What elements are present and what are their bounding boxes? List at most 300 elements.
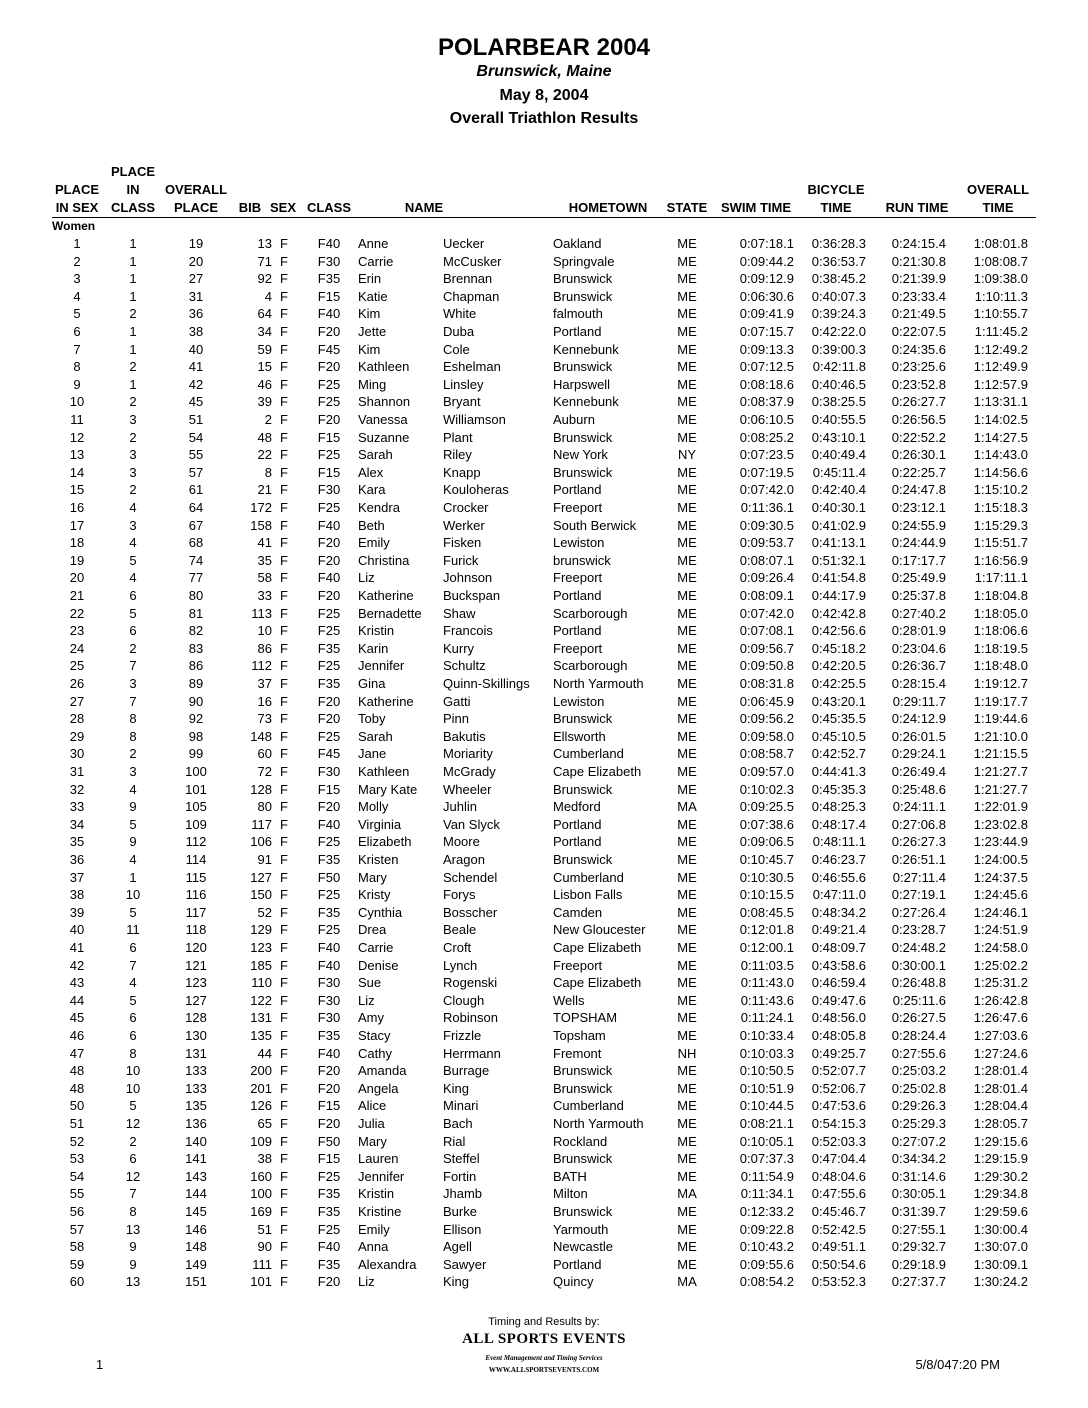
cell-overall-place: 127 bbox=[185, 992, 207, 1008]
header-place-in-sex-2: IN SEX bbox=[55, 200, 99, 215]
cell-place-in-class: 1 bbox=[129, 376, 137, 392]
cell-bib: 34 bbox=[257, 324, 272, 339]
cell-swim-time: 0:09:58.0 bbox=[739, 728, 794, 744]
cell-sex: F bbox=[280, 1133, 288, 1149]
cell-last-name: Fortin bbox=[443, 1168, 477, 1184]
cell-swim-time: 0:08:09.1 bbox=[739, 588, 794, 603]
cell-swim-time: 0:08:45.5 bbox=[739, 904, 794, 920]
cell-bib: 86 bbox=[257, 640, 272, 656]
cell-place-in-class: 2 bbox=[129, 482, 137, 498]
cell-last-name: Gatti bbox=[443, 693, 471, 709]
cell-last-name: Schendel bbox=[443, 869, 498, 885]
cell-state: ME bbox=[677, 429, 697, 445]
cell-state: ME bbox=[677, 975, 697, 991]
table-row bbox=[0, 886, 1088, 904]
header-swim-time: SWIM TIME bbox=[720, 200, 792, 215]
cell-swim-time: 0:09:55.6 bbox=[739, 1256, 794, 1272]
cell-class: F45 bbox=[317, 341, 341, 357]
cell-overall-time: 1:14:43.0 bbox=[973, 447, 1028, 463]
cell-overall-place: 81 bbox=[188, 605, 204, 621]
cell-first-name: Sarah bbox=[358, 728, 393, 744]
cell-last-name: Chapman bbox=[443, 288, 500, 304]
cell-bib: 160 bbox=[250, 1168, 272, 1184]
cell-place-in-class: 2 bbox=[129, 1133, 137, 1149]
cell-overall-place: 101 bbox=[185, 781, 207, 797]
cell-bicycle-time: 0:41:54.8 bbox=[811, 570, 866, 586]
cell-swim-time: 0:08:37.9 bbox=[739, 394, 794, 410]
cell-overall-time: 1:29:15.6 bbox=[973, 1133, 1028, 1149]
cell-bib: 135 bbox=[250, 1028, 272, 1043]
cell-run-time: 0:26:27.3 bbox=[891, 834, 946, 850]
cell-overall-time: 1:17:11.1 bbox=[974, 570, 1028, 586]
cell-sex: F bbox=[280, 816, 288, 832]
cell-run-time: 0:25:37.8 bbox=[891, 588, 946, 603]
cell-state: ME bbox=[677, 904, 697, 920]
cell-overall-time: 1:13:31.1 bbox=[973, 394, 1028, 410]
cell-place-in-sex: 53 bbox=[69, 1151, 85, 1167]
cell-bib: 113 bbox=[251, 605, 272, 621]
cell-place-in-class: 1 bbox=[129, 341, 137, 357]
cell-bib: 110 bbox=[251, 975, 272, 991]
cell-place-in-class: 1 bbox=[129, 271, 137, 287]
cell-hometown: Freeport bbox=[553, 957, 603, 973]
cell-bicycle-time: 0:48:25.3 bbox=[811, 799, 866, 815]
cell-sex: F bbox=[280, 1063, 288, 1079]
cell-overall-time: 1:21:15.5 bbox=[973, 746, 1028, 762]
cell-overall-place: 89 bbox=[188, 676, 204, 691]
cell-swim-time: 0:11:24.1 bbox=[740, 1010, 794, 1026]
cell-class: F15 bbox=[317, 288, 341, 304]
cell-last-name: Clough bbox=[443, 992, 485, 1008]
cell-overall-time: 1:26:42.8 bbox=[973, 992, 1028, 1008]
cell-bib: 48 bbox=[257, 429, 272, 445]
cell-state: ME bbox=[677, 1028, 697, 1043]
table-row bbox=[0, 569, 1088, 587]
cell-bib: 201 bbox=[250, 1080, 272, 1096]
cell-last-name: Brennan bbox=[443, 271, 493, 287]
cell-hometown: Brunswick bbox=[553, 288, 613, 304]
table-row bbox=[0, 1115, 1088, 1133]
cell-first-name: Kristin bbox=[358, 623, 395, 639]
cell-first-name: Bernadette bbox=[358, 605, 422, 621]
cell-sex: F bbox=[280, 658, 288, 674]
cell-bib: 90 bbox=[257, 1239, 272, 1255]
cell-bib: 127 bbox=[250, 869, 272, 885]
cell-overall-time: 1:24:00.5 bbox=[973, 852, 1028, 867]
cell-run-time: 0:26:30.1 bbox=[891, 447, 946, 463]
cell-bib: 111 bbox=[252, 1256, 272, 1272]
cell-run-time: 0:26:48.8 bbox=[891, 975, 946, 991]
cell-bicycle-time: 0:46:59.4 bbox=[811, 975, 866, 991]
company-website: WWW.ALLSPORTSEVENTS.COM bbox=[488, 1366, 600, 1374]
cell-place-in-sex: 31 bbox=[69, 764, 85, 779]
cell-overall-place: 121 bbox=[185, 957, 207, 973]
cell-overall-place: 82 bbox=[188, 623, 204, 639]
cell-state: MA bbox=[677, 1274, 697, 1290]
cell-place-in-sex: 42 bbox=[69, 957, 85, 973]
cell-class: F40 bbox=[317, 957, 341, 973]
cell-state: MA bbox=[677, 799, 697, 815]
table-row bbox=[0, 675, 1088, 693]
cell-class: F35 bbox=[317, 852, 341, 867]
cell-place-in-class: 12 bbox=[125, 1168, 141, 1184]
cell-place-in-sex: 27 bbox=[69, 693, 85, 709]
cell-sex: F bbox=[280, 940, 288, 955]
section-label: Women bbox=[52, 219, 96, 233]
cell-place-in-sex: 18 bbox=[69, 535, 85, 551]
cell-bicycle-time: 0:53:52.3 bbox=[811, 1274, 866, 1290]
cell-overall-place: 54 bbox=[188, 429, 204, 445]
cell-hometown: Brunswick bbox=[553, 781, 613, 797]
cell-overall-place: 133 bbox=[185, 1063, 207, 1079]
cell-place-in-class: 13 bbox=[125, 1274, 141, 1290]
cell-run-time: 0:28:01.9 bbox=[891, 623, 946, 639]
cell-bib: 10 bbox=[257, 623, 272, 639]
table-row bbox=[0, 481, 1088, 499]
table-row bbox=[0, 552, 1088, 570]
cell-swim-time: 0:07:23.5 bbox=[739, 447, 794, 463]
cell-overall-place: 92 bbox=[188, 711, 204, 727]
cell-overall-place: 64 bbox=[188, 500, 204, 515]
cell-bib: 39 bbox=[257, 394, 272, 410]
cell-class: F20 bbox=[317, 1063, 341, 1079]
cell-first-name: Mary Kate bbox=[358, 781, 418, 797]
cell-first-name: Anne bbox=[358, 236, 389, 251]
cell-place-in-class: 3 bbox=[129, 676, 137, 691]
cell-hometown: Portland bbox=[553, 588, 602, 603]
cell-class: F35 bbox=[317, 1028, 341, 1043]
cell-run-time: 0:23:33.4 bbox=[891, 288, 946, 304]
cell-hometown: Brunswick bbox=[553, 852, 613, 867]
table-row bbox=[0, 499, 1088, 517]
cell-bib: 112 bbox=[251, 658, 272, 674]
cell-last-name: Riley bbox=[443, 447, 472, 463]
cell-place-in-sex: 52 bbox=[69, 1133, 85, 1149]
cell-class: F50 bbox=[317, 869, 341, 885]
cell-hometown: Camden bbox=[553, 904, 603, 920]
cell-sex: F bbox=[280, 482, 288, 498]
cell-sex: F bbox=[280, 341, 288, 357]
cell-overall-time: 1:21:10.0 bbox=[973, 728, 1028, 744]
cell-overall-place: 80 bbox=[188, 588, 204, 603]
cell-swim-time: 0:07:08.1 bbox=[739, 623, 794, 639]
cell-place-in-sex: 5 bbox=[73, 306, 81, 322]
cell-place-in-class: 7 bbox=[129, 693, 137, 709]
cell-place-in-class: 8 bbox=[129, 1204, 137, 1219]
cell-bicycle-time: 0:47:53.6 bbox=[811, 1098, 866, 1114]
cell-place-in-sex: 6 bbox=[73, 324, 81, 339]
cell-first-name: Mary bbox=[358, 1133, 387, 1149]
cell-bicycle-time: 0:45:35.5 bbox=[811, 711, 866, 727]
cell-bicycle-time: 0:45:35.3 bbox=[811, 781, 866, 797]
cell-place-in-class: 4 bbox=[129, 975, 137, 991]
cell-place-in-sex: 16 bbox=[69, 500, 85, 515]
table-row bbox=[0, 323, 1088, 341]
table-row bbox=[0, 429, 1088, 447]
cell-run-time: 0:34:34.2 bbox=[891, 1151, 946, 1167]
cell-run-time: 0:23:25.6 bbox=[891, 359, 946, 375]
cell-place-in-sex: 30 bbox=[69, 746, 85, 762]
cell-place-in-sex: 8 bbox=[73, 359, 81, 375]
cell-sex: F bbox=[280, 605, 288, 621]
cell-run-time: 0:23:52.8 bbox=[891, 376, 946, 392]
cell-place-in-class: 6 bbox=[129, 623, 137, 639]
table-row bbox=[0, 341, 1088, 359]
cell-place-in-class: 2 bbox=[129, 429, 137, 445]
cell-first-name: Stacy bbox=[358, 1028, 391, 1043]
cell-swim-time: 0:10:15.5 bbox=[739, 887, 794, 903]
cell-hometown: Portland bbox=[553, 816, 602, 832]
cell-overall-place: 98 bbox=[188, 728, 204, 744]
cell-run-time: 0:26:49.4 bbox=[891, 764, 946, 779]
cell-state: ME bbox=[677, 676, 697, 691]
cell-swim-time: 0:09:44.2 bbox=[739, 253, 794, 269]
cell-first-name: Sarah bbox=[358, 447, 393, 463]
header-sex: SEX bbox=[269, 200, 296, 215]
header-class: CLASS bbox=[306, 200, 352, 215]
cell-state: ME bbox=[677, 517, 697, 533]
cell-bib: 185 bbox=[250, 957, 272, 973]
cell-last-name: Minari bbox=[443, 1098, 479, 1114]
cell-class: F40 bbox=[317, 570, 341, 586]
cell-sex: F bbox=[280, 359, 288, 375]
cell-overall-place: 83 bbox=[188, 640, 204, 656]
cell-hometown: Brunswick bbox=[553, 1063, 613, 1079]
table-row bbox=[0, 393, 1088, 411]
cell-bicycle-time: 0:51:32.1 bbox=[811, 552, 866, 568]
cell-overall-place: 145 bbox=[185, 1204, 207, 1219]
cell-first-name: Alice bbox=[358, 1098, 387, 1114]
cell-last-name: Ellison bbox=[443, 1221, 482, 1237]
cell-place-in-class: 6 bbox=[129, 1028, 137, 1043]
cell-run-time: 0:26:27.5 bbox=[891, 1010, 946, 1026]
header-place-in-class-3: CLASS bbox=[110, 200, 156, 215]
cell-overall-place: 20 bbox=[188, 253, 204, 269]
cell-first-name: Jette bbox=[358, 324, 387, 339]
cell-last-name: Van Slyck bbox=[443, 816, 500, 832]
cell-hometown: Portland bbox=[553, 1256, 602, 1272]
cell-class: F35 bbox=[317, 1256, 341, 1272]
cell-bicycle-time: 0:42:22.0 bbox=[811, 324, 866, 339]
cell-state: ME bbox=[677, 1098, 697, 1114]
cell-state: ME bbox=[677, 887, 697, 903]
cell-hometown: Portland bbox=[553, 834, 602, 850]
cell-first-name: Elizabeth bbox=[358, 834, 412, 850]
cell-overall-place: 116 bbox=[185, 887, 207, 903]
cell-place-in-class: 1 bbox=[129, 324, 137, 339]
cell-run-time: 0:26:56.5 bbox=[891, 412, 946, 427]
cell-hometown: falmouth bbox=[553, 306, 603, 322]
cell-place-in-sex: 11 bbox=[70, 412, 84, 427]
cell-place-in-sex: 54 bbox=[69, 1168, 85, 1184]
cell-hometown: Cumberland bbox=[553, 1098, 624, 1114]
cell-state: MA bbox=[677, 1186, 697, 1202]
table-row bbox=[0, 1080, 1088, 1098]
cell-run-time: 0:25:02.8 bbox=[891, 1080, 946, 1096]
header-bicycle-time-2: TIME bbox=[820, 200, 852, 215]
cell-run-time: 0:24:48.2 bbox=[891, 940, 946, 955]
cell-class: F40 bbox=[317, 940, 341, 955]
cell-hometown: Freeport bbox=[553, 500, 603, 515]
cell-last-name: Moriarity bbox=[443, 746, 493, 762]
cell-bib: 172 bbox=[250, 500, 272, 515]
cell-sex: F bbox=[280, 412, 288, 427]
cell-class: F25 bbox=[317, 1221, 341, 1237]
cell-sex: F bbox=[280, 588, 288, 603]
cell-overall-time: 1:15:10.2 bbox=[973, 482, 1028, 498]
cell-overall-time: 1:08:01.8 bbox=[973, 236, 1028, 251]
cell-first-name: Sue bbox=[358, 975, 382, 991]
cell-last-name: Agell bbox=[443, 1239, 472, 1255]
cell-first-name: Katherine bbox=[358, 693, 414, 709]
cell-place-in-sex: 43 bbox=[69, 975, 85, 991]
cell-overall-place: 130 bbox=[185, 1028, 207, 1043]
cell-sex: F bbox=[280, 746, 288, 762]
cell-overall-time: 1:08:08.7 bbox=[973, 253, 1028, 269]
cell-place-in-class: 9 bbox=[129, 1239, 137, 1255]
cell-first-name: Denise bbox=[358, 957, 399, 973]
cell-overall-place: 143 bbox=[185, 1168, 207, 1184]
cell-last-name: Burrage bbox=[443, 1063, 490, 1079]
cell-place-in-sex: 57 bbox=[69, 1221, 85, 1237]
cell-class: F30 bbox=[317, 482, 341, 498]
cell-sex: F bbox=[280, 922, 288, 938]
cell-sex: F bbox=[280, 1116, 288, 1131]
cell-hometown: Yarmouth bbox=[553, 1221, 609, 1237]
cell-bib: 60 bbox=[257, 746, 272, 762]
cell-class: F25 bbox=[317, 922, 341, 938]
table-row bbox=[0, 622, 1088, 640]
header-place-in-sex-1: PLACE bbox=[54, 182, 100, 197]
cell-bib: 71 bbox=[257, 253, 272, 269]
cell-sex: F bbox=[280, 394, 288, 410]
cell-class: F20 bbox=[317, 359, 341, 375]
cell-run-time: 0:31:39.7 bbox=[891, 1204, 946, 1219]
cell-overall-time: 1:10:55.7 bbox=[973, 306, 1028, 322]
cell-first-name: Kristy bbox=[358, 887, 391, 903]
cell-place-in-sex: 29 bbox=[69, 728, 85, 744]
cell-state: ME bbox=[677, 940, 697, 955]
cell-swim-time: 0:08:58.7 bbox=[739, 746, 794, 762]
cell-swim-time: 0:10:50.5 bbox=[739, 1063, 794, 1079]
table-row bbox=[0, 957, 1088, 975]
cell-hometown: Lewiston bbox=[553, 535, 605, 551]
cell-hometown: North Yarmouth bbox=[553, 676, 644, 691]
cell-place-in-sex: 20 bbox=[69, 570, 85, 586]
cell-sex: F bbox=[280, 517, 288, 533]
cell-bicycle-time: 0:38:45.2 bbox=[811, 271, 866, 287]
cell-swim-time: 0:07:37.3 bbox=[739, 1151, 794, 1167]
cell-overall-place: 77 bbox=[188, 570, 204, 586]
cell-hometown: North Yarmouth bbox=[553, 1116, 644, 1131]
cell-swim-time: 0:11:43.6 bbox=[740, 992, 794, 1008]
cell-first-name: Molly bbox=[358, 799, 389, 815]
cell-swim-time: 0:06:45.9 bbox=[739, 693, 794, 709]
cell-bib: 129 bbox=[250, 922, 272, 938]
cell-first-name: Shannon bbox=[358, 394, 411, 410]
cell-bib: 109 bbox=[250, 1133, 272, 1149]
cell-bib: 131 bbox=[250, 1010, 272, 1026]
cell-bib: 51 bbox=[257, 1221, 272, 1237]
cell-place-in-class: 1 bbox=[129, 253, 137, 269]
cell-first-name: Drea bbox=[358, 922, 387, 938]
cell-place-in-class: 5 bbox=[129, 1098, 137, 1114]
cell-first-name: Mary bbox=[358, 869, 387, 885]
cell-hometown: Kennebunk bbox=[553, 394, 619, 410]
company-logo: ALL SPORTS EVENTS bbox=[462, 1331, 626, 1347]
table-row bbox=[0, 1221, 1088, 1239]
cell-swim-time: 0:09:57.0 bbox=[739, 764, 794, 779]
cell-overall-time: 1:12:49.2 bbox=[973, 341, 1028, 357]
table-row bbox=[0, 1238, 1088, 1256]
cell-run-time: 0:22:07.5 bbox=[891, 324, 946, 339]
cell-bib: 4 bbox=[264, 288, 272, 304]
cell-place-in-sex: 33 bbox=[69, 799, 85, 815]
cell-bib: 158 bbox=[250, 517, 272, 533]
cell-overall-time: 1:09:38.0 bbox=[973, 271, 1028, 287]
cell-bicycle-time: 0:52:42.5 bbox=[811, 1221, 866, 1237]
cell-place-in-class: 12 bbox=[125, 1116, 141, 1131]
cell-run-time: 0:17:17.7 bbox=[891, 552, 946, 568]
cell-place-in-class: 6 bbox=[129, 588, 137, 603]
cell-overall-time: 1:27:24.6 bbox=[973, 1045, 1028, 1061]
cell-state: ME bbox=[677, 588, 697, 603]
cell-bib: 148 bbox=[250, 728, 272, 744]
cell-bicycle-time: 0:39:24.3 bbox=[811, 306, 866, 322]
cell-place-in-class: 4 bbox=[129, 852, 137, 867]
cell-place-in-class: 3 bbox=[129, 517, 137, 533]
cell-sex: F bbox=[280, 1010, 288, 1026]
cell-swim-time: 0:08:31.8 bbox=[739, 676, 794, 691]
cell-class: F20 bbox=[317, 1080, 341, 1096]
cell-first-name: Carrie bbox=[358, 940, 394, 955]
cell-overall-time: 1:26:47.6 bbox=[973, 1010, 1028, 1026]
cell-overall-time: 1:24:58.0 bbox=[973, 940, 1028, 955]
cell-state: NY bbox=[677, 447, 697, 463]
cell-run-time: 0:24:35.6 bbox=[891, 341, 946, 357]
table-row bbox=[0, 1045, 1088, 1063]
cell-place-in-class: 7 bbox=[129, 957, 137, 973]
cell-place-in-class: 2 bbox=[129, 640, 137, 656]
cell-place-in-sex: 2 bbox=[73, 253, 81, 269]
cell-class: F20 bbox=[317, 799, 341, 815]
cell-state: ME bbox=[677, 253, 697, 269]
cell-first-name: Kim bbox=[358, 306, 381, 322]
cell-last-name: Kurry bbox=[443, 640, 475, 656]
cell-swim-time: 0:06:30.6 bbox=[739, 288, 794, 304]
cell-overall-place: 41 bbox=[188, 359, 204, 375]
cell-overall-time: 1:28:04.4 bbox=[973, 1098, 1028, 1114]
cell-class: F50 bbox=[317, 1133, 341, 1149]
cell-class: F25 bbox=[317, 887, 341, 903]
cell-bicycle-time: 0:42:20.5 bbox=[811, 658, 866, 674]
table-row bbox=[0, 605, 1088, 623]
table-row bbox=[0, 411, 1088, 429]
cell-last-name: Moore bbox=[443, 834, 480, 850]
cell-class: F30 bbox=[317, 992, 341, 1008]
cell-bib: 73 bbox=[257, 711, 272, 727]
cell-first-name: Toby bbox=[358, 711, 386, 727]
cell-class: F25 bbox=[317, 834, 341, 850]
cell-first-name: Beth bbox=[358, 517, 385, 533]
cell-bicycle-time: 0:42:40.4 bbox=[811, 482, 866, 498]
cell-run-time: 0:27:55.6 bbox=[891, 1045, 946, 1061]
cell-run-time: 0:29:24.1 bbox=[891, 746, 946, 762]
cell-first-name: Kendra bbox=[358, 500, 400, 515]
table-row bbox=[0, 288, 1088, 306]
cell-place-in-class: 11 bbox=[126, 922, 140, 938]
cell-first-name: Julia bbox=[358, 1116, 385, 1131]
